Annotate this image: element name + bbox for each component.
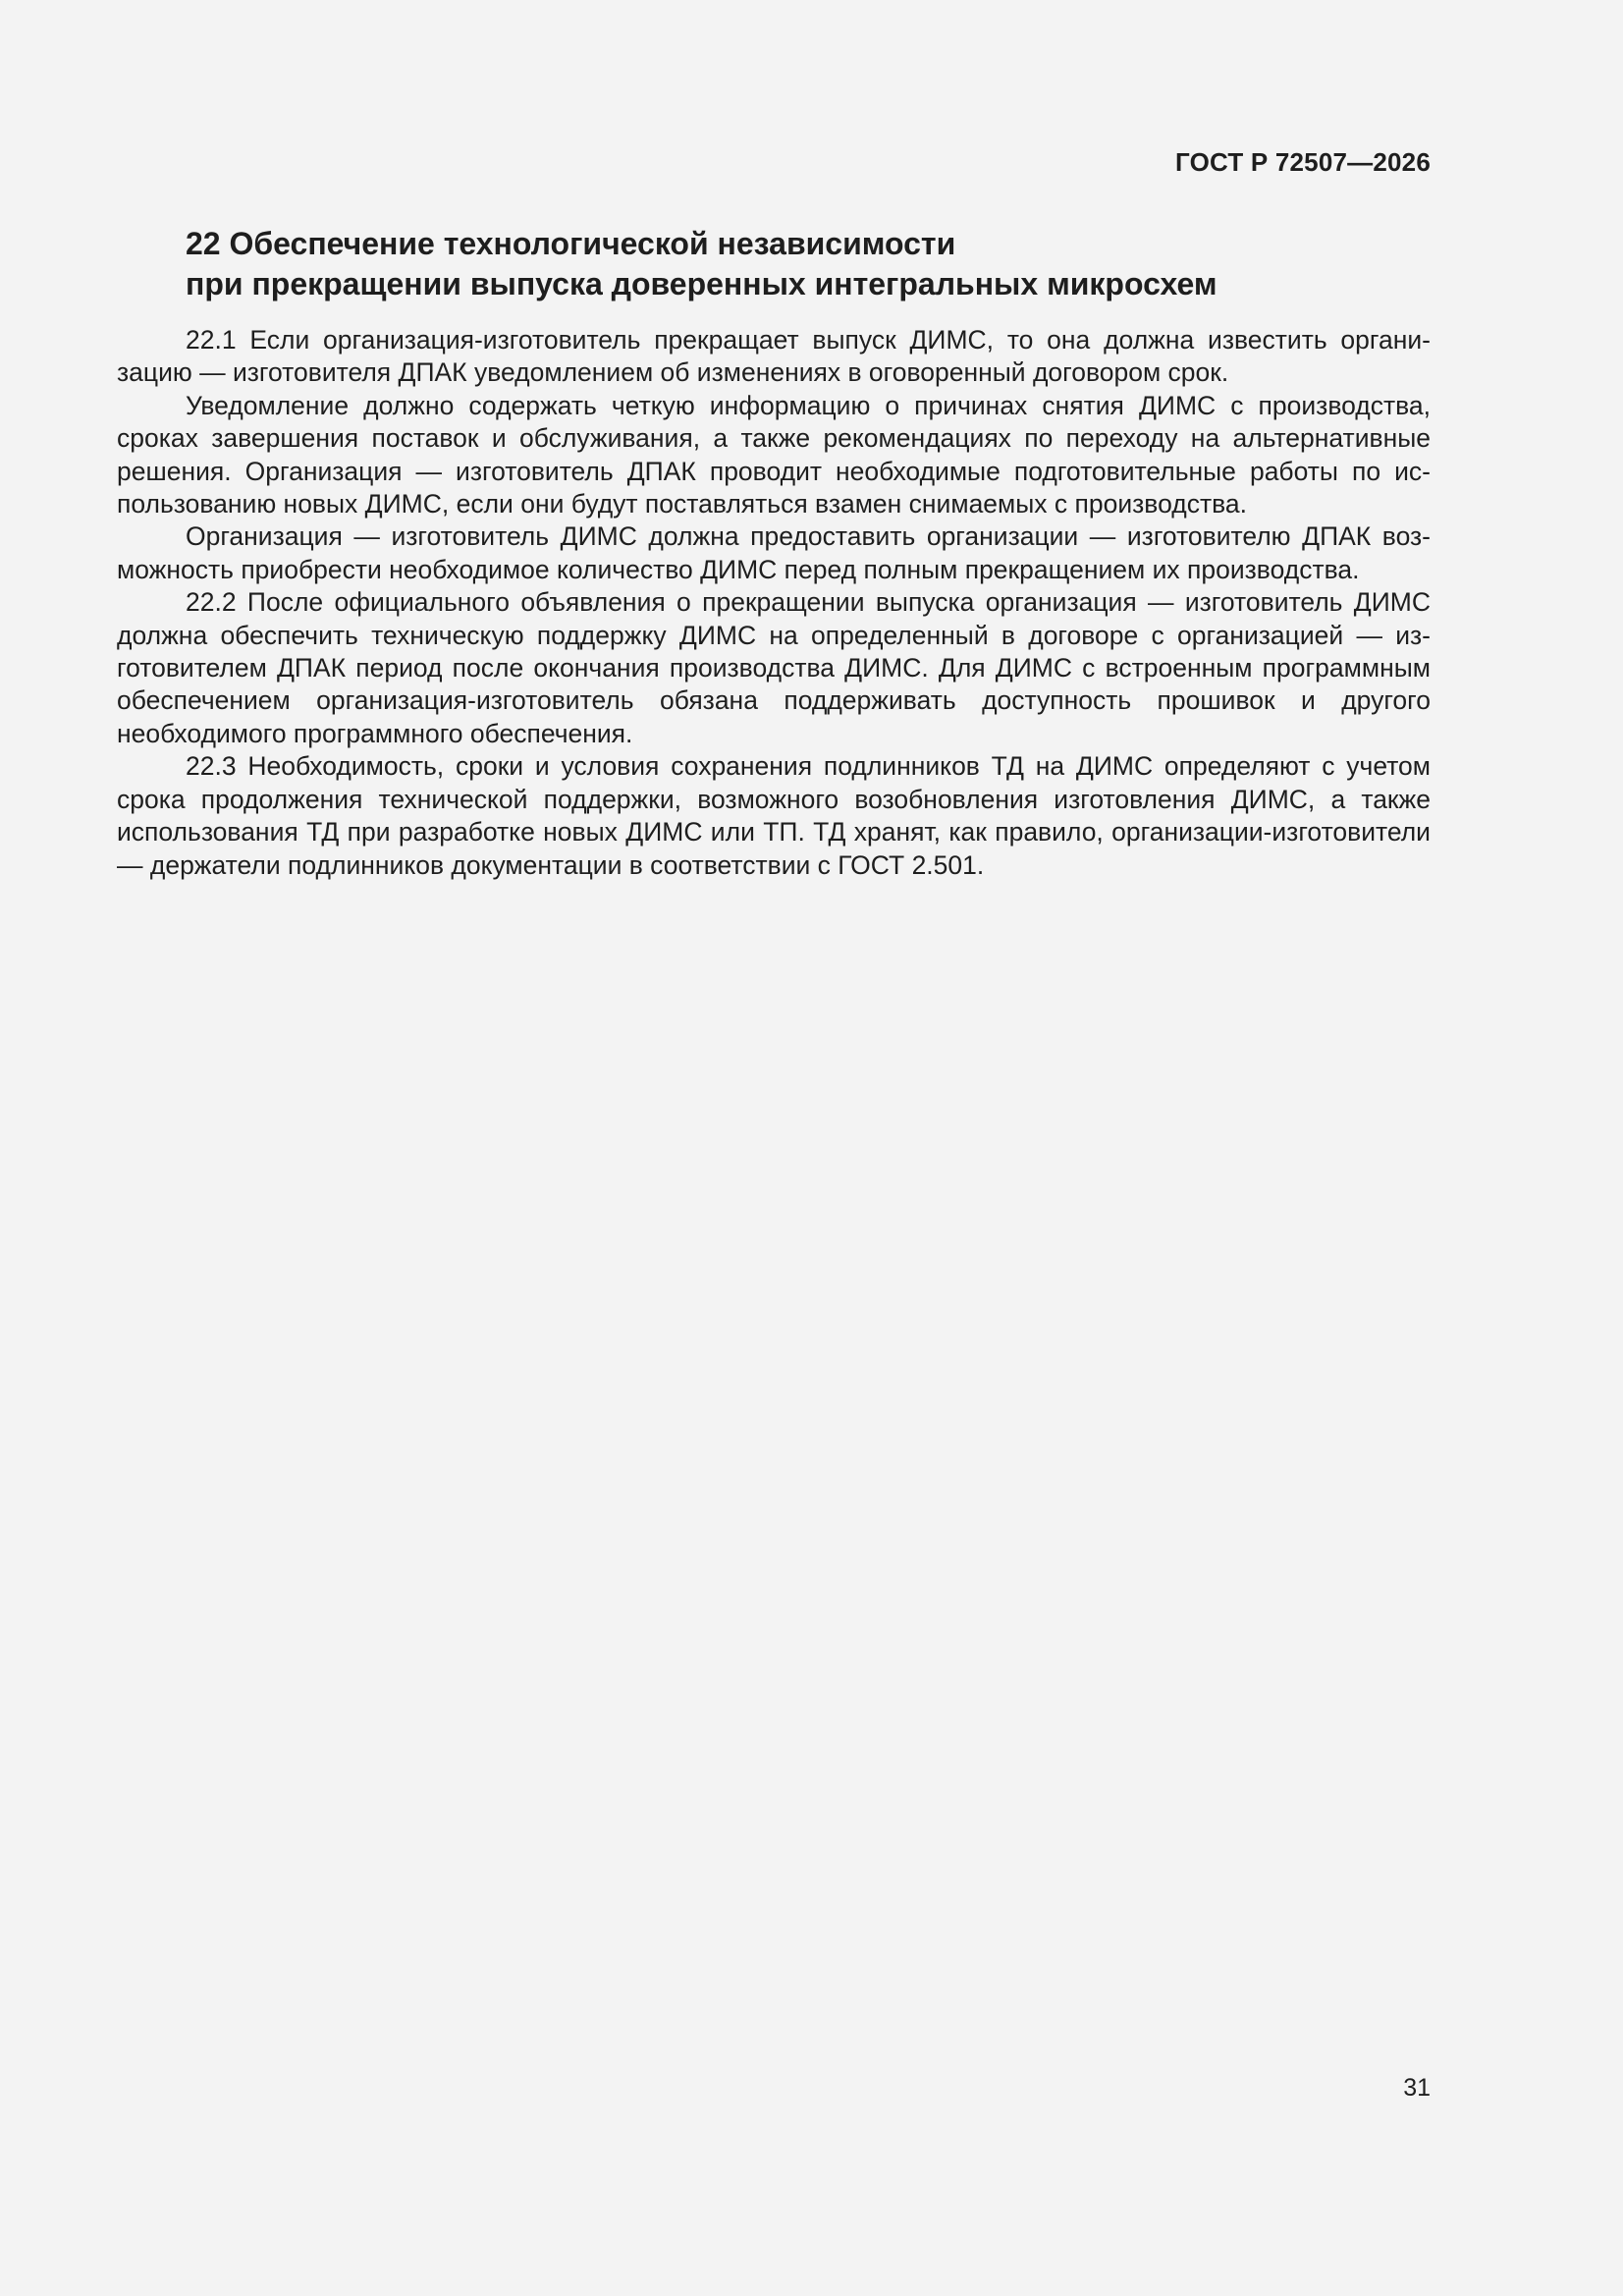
- page-number: 31: [1403, 2074, 1431, 2102]
- paragraph-purchase-opportunity: Организация — изготовитель ДИМС должна предоставить организации — изготовителю ДПАК возможность приобрести необходимое количество ДИМС перед полным прекращением их производства.: [117, 521, 1431, 584]
- paragraph-22-3: 22.3 Необходимость, сроки и условия сохранения подлинников ТД на ДИМС определяют с учетом срока продолжения технической поддержки, возможного возобновления изготовления ДИМС, а также использования ТД при разработке новых ДИМС или ТП. ТД хранят, как правило, организации-изготовители — держатели подлинников документации в соответствии с ГОСТ 2.501.: [117, 751, 1431, 880]
- paragraph-notification: Уведомление должно содержать четкую информацию о причинах снятия ДИМС с производства, сроках завершения поставок и обслуживания, а также рекомендациях по переходу на альтернативные решения. Организация — изготовитель ДПАК проводит необходимые подготовительные работы по использованию новых ДИМС, если они будут поставляться взамен снимаемых с производства.: [117, 390, 1431, 519]
- paragraph-22-2: 22.2 После официального объявления о прекращении выпуска организация — изготовитель ДИМС должна обеспечить техническую поддержку ДИМС на определенный в договоре с организацией — изготовителем ДПАК период после окончания производства ДИМС. Для ДИМС с встроенным программным обеспечением организация-изготовитель обязана поддерживать доступность прошивок и другого необходимого программного обеспечения.: [117, 587, 1431, 748]
- section-title-line-1: 22 Обеспечение технологической независимости: [186, 226, 956, 261]
- document-header-standard-code: ГОСТ Р 72507—2026: [1175, 147, 1431, 177]
- section-title: [186, 224, 1431, 304]
- section-body: [117, 324, 1431, 882]
- paragraph-22-1: 22.1 Если организация-изготовитель прекращает выпуск ДИМС, то она должна известить организацию — изготовителя ДПАК уведомлением об изменениях в оговоренный договором срок.: [117, 325, 1431, 388]
- section-title-line-2: при прекращении выпуска доверенных интегральных микросхем: [186, 266, 1217, 301]
